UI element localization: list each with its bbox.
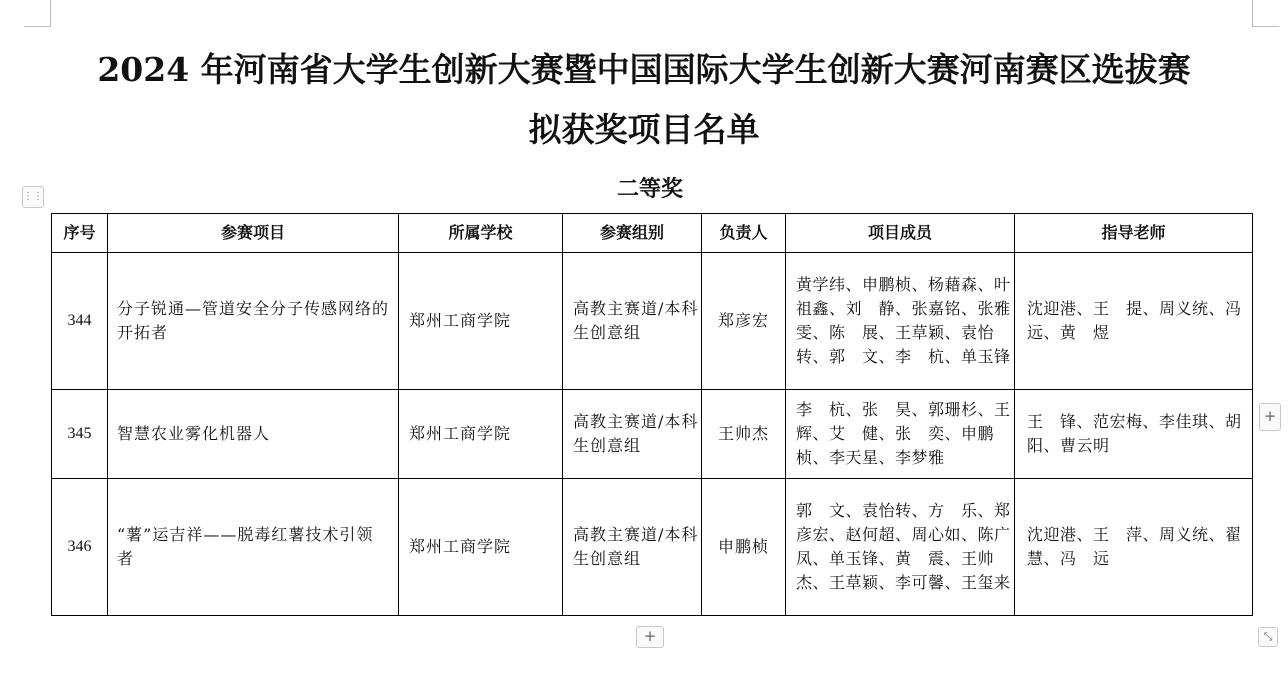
document-title: 2024 年河南省大学生创新大赛暨中国国际大学生创新大赛河南赛区选拔赛 (97, 50, 1191, 89)
cell-group: 高教主赛道/本科生创意组 (563, 479, 702, 616)
cell-advisors: 沈迎港、王 提、周义统、冯 远、黄 煜 (1015, 253, 1253, 390)
cell-members: 郭 文、袁怡转、方 乐、郑彦宏、赵何超、周心如、陈广凤、单玉锋、黄 震、王帅杰、王草颖、李可馨、王玺来 (786, 479, 1015, 616)
header-number: 序号 (52, 214, 108, 253)
table-row (52, 390, 1253, 479)
cell-advisors: 王 锋、范宏梅、李佳琪、胡 阳、曹云明 (1015, 390, 1253, 479)
cell-members: 黄学纬、申鹏桢、杨藉森、叶祖鑫、刘 静、张嘉铭、张雅雯、陈 展、王草颖、袁怡转、郭 文、李 杭、单玉锋 (786, 253, 1015, 390)
cell-group: 高教主赛道/本科生创意组 (563, 253, 702, 390)
header-school: 所属学校 (399, 214, 563, 253)
cell-leader: 王帅杰 (702, 390, 786, 479)
table-move-handle-icon[interactable]: ⋮⋮ (22, 186, 44, 208)
cell-advisors: 沈迎港、王 萍、周义统、翟 慧、冯 远 (1015, 479, 1253, 616)
project-name: “薯”运吉祥——脱毒红薯技术引领者 (117, 525, 374, 568)
cell-leader: 郑彦宏 (702, 253, 786, 390)
add-row-button[interactable]: + (636, 626, 664, 648)
header-project: 参赛项目 (108, 214, 399, 253)
project-name: 智慧农业雾化机器人 (117, 424, 271, 443)
document-subtitle: 拟获奖项目名单 (528, 110, 760, 149)
cell-project (108, 253, 399, 390)
cell-leader: 申鹏桢 (702, 479, 786, 616)
cell-members: 李 杭、张 昊、郭珊杉、王 辉、艾 健、张 奕、申鹏桢、李天星、李梦雅 (786, 390, 1015, 479)
award-level-heading: 二等奖 (616, 176, 683, 202)
cell-number: 346 (52, 479, 108, 616)
header-group: 参赛组别 (563, 214, 702, 253)
cell-number: 345 (52, 390, 108, 479)
cell-project (108, 390, 399, 479)
page-corner-mark-top-right (1252, 0, 1279, 27)
table-resize-handle-icon[interactable]: ⤡ (1258, 627, 1278, 647)
header-advisors: 指导老师 (1015, 214, 1253, 253)
cell-project (108, 479, 399, 616)
project-name: 分子锐通—管道安全分子传感网络的开拓者 (117, 299, 390, 342)
cell-school: 郑州工商学院 (399, 390, 563, 479)
table-row (52, 253, 1253, 390)
header-members: 项目成员 (786, 214, 1015, 253)
award-table (51, 213, 1259, 616)
page-corner-mark-top-left (24, 0, 51, 27)
cell-group: 高教主赛道/本科生创意组 (563, 390, 702, 479)
cell-school: 郑州工商学院 (399, 479, 563, 616)
add-column-button[interactable]: + (1259, 403, 1281, 431)
table-row (52, 479, 1253, 616)
header-leader: 负责人 (702, 214, 786, 253)
cell-number: 344 (52, 253, 108, 390)
cell-school: 郑州工商学院 (399, 253, 563, 390)
table-header-row (52, 214, 1253, 253)
